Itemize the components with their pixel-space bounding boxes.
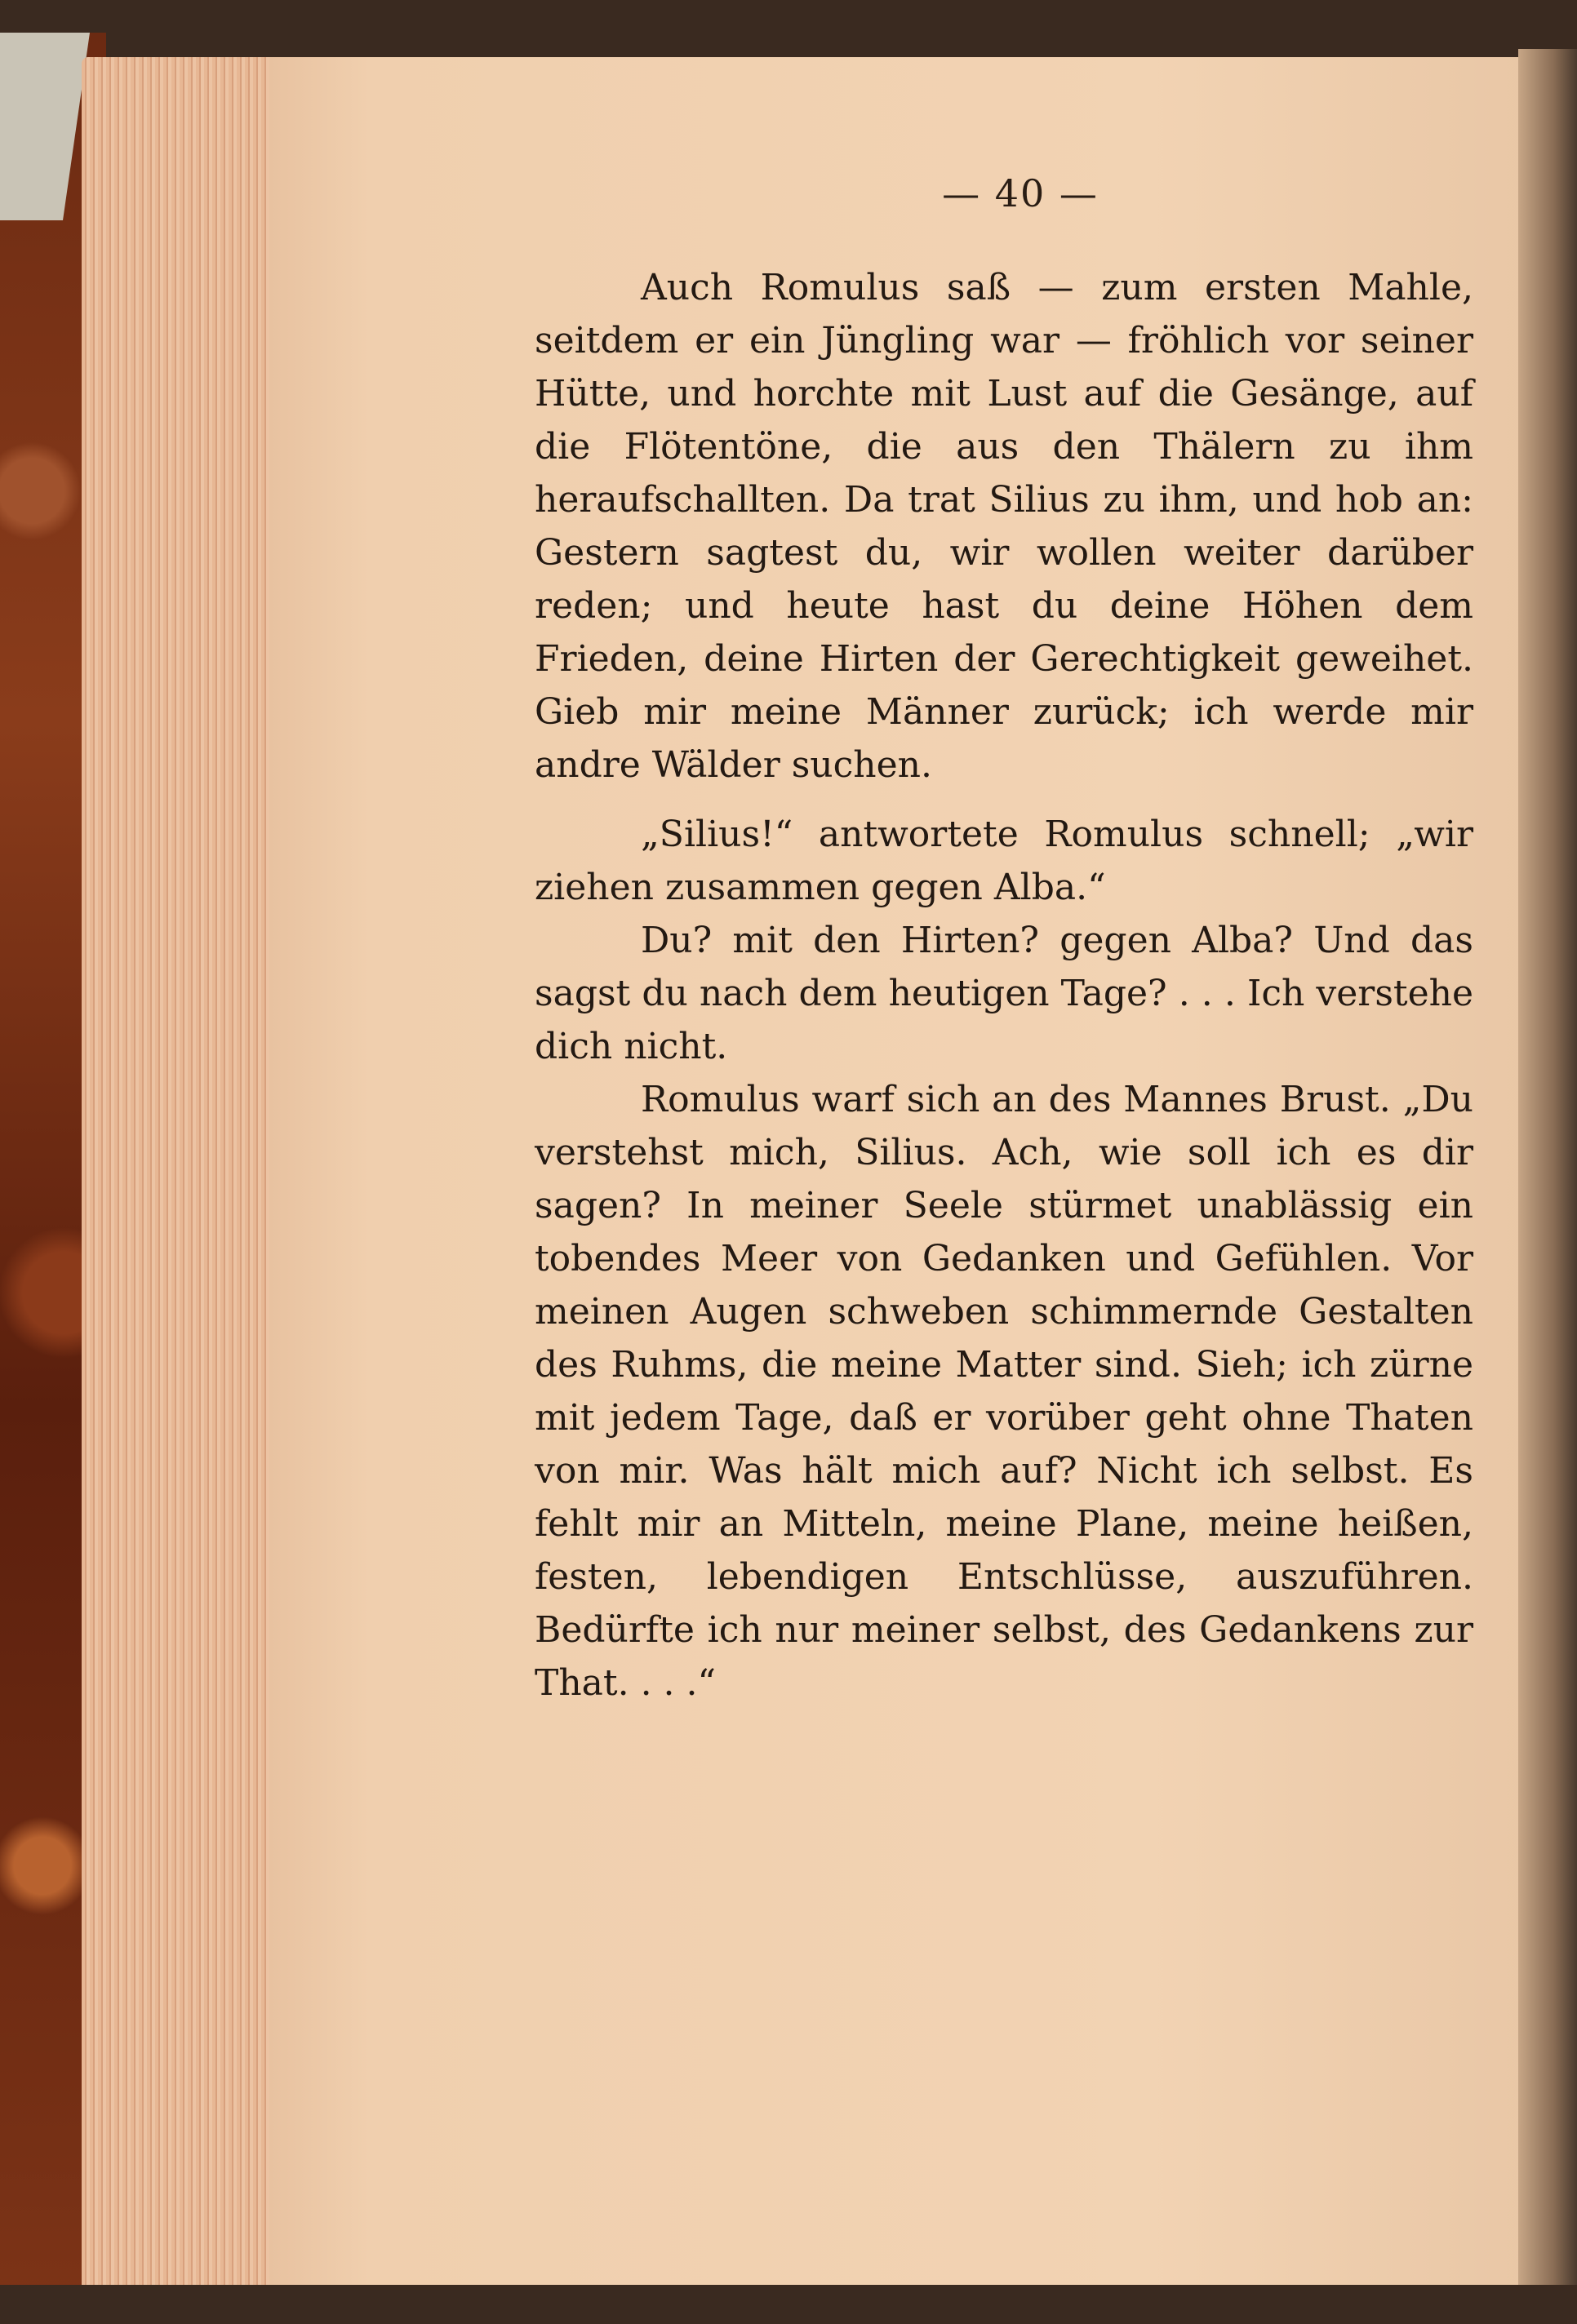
paragraph: Auch Romulus saß — zum ersten Mahle, seitdem er ein Jüngling war — fröhlich vor seiner Hütte, und horchte mit Lust auf die Gesänge, auf die Flötentöne, die aus den Thälern zu ihm heraufschallten. Da trat Silius zu ihm, und hob an: Gestern sagtest du, wir wollen weiter darüber reden; und heute hast du deine Höhen dem Frieden, deine Hirten der Gerechtigkeit geweihet. Gieb mir meine Männer zurück; ich werde mir andre Wälder suchen. <box>535 267 1473 786</box>
body-text <box>535 261 1473 1710</box>
background-strip <box>0 2285 1577 2324</box>
gutter-shadow <box>1518 49 1577 2324</box>
paragraph: Du? mit den Hirten? gegen Alba? Und das sagst du nach dem heutigen Tage? . . . Ich verstehe dich nicht. <box>535 920 1473 1067</box>
page-number: — 40 — <box>942 171 1099 215</box>
paragraph: Romulus warf sich an des Mannes Brust. „Du verstehst mich, Silius. Ach, wie soll ich es dir sagen? In meiner Seele stürmet unablässig ein tobendes Meer von Gedanken und Gefühlen. Vor meinen Augen schweben schimmernde Gestalten des Ruhms, die meine Matter sind. Sieh; ich zürne mit jedem Tage, daß er vorüber geht ohne Thaten von mir. Was hält mich auf? Nicht ich selbst. Es fehlt mir an Mitteln, meine Plane, meine heißen, festen, lebendigen Entschlüsse, auszuführen. Bedürfte ich nur meiner selbst, des Gedankens zur That. . . .“ <box>535 1079 1473 1704</box>
page-edges <box>82 57 286 2293</box>
paragraph: „Silius!“ antwortete Romulus schnell; „wir ziehen zusammen gegen Alba.“ <box>535 814 1473 908</box>
